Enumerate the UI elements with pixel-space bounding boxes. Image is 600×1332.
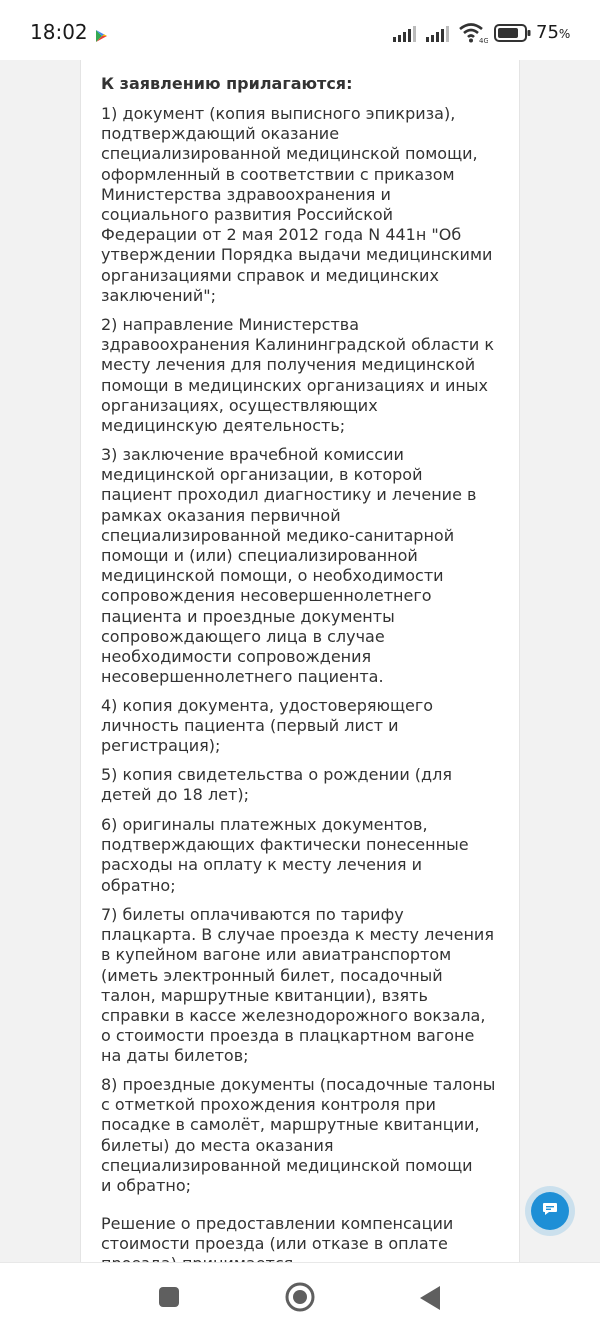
status-bar [0,0,600,66]
attachment-item-4: 4) копия документа, удостоверяющего личность пациента (первый лист и регистрация); [101,696,434,756]
status-time: 18:02 [30,20,88,44]
navigation-bar [0,1262,600,1332]
attachment-item-1: 1) документ (копия выписного эпикриза), подтверждающий оказание специализированной медицинской помощи, оформленный в соответствии с приказом Министерства здравоохранения и социального развития Российской Федерации от 2 мая 2012 года N 441н "Об утверждении Порядка выдачи медицинскими организациями справок и медицинских заключений"; [101,104,493,305]
attachment-item-7: 7) билеты оплачиваются по тарифу плацкарта. В случае проезда к месту лечения в купейном вагоне или авиатранспортом (иметь электронный билет, посадочный талон, маршрутные квитанции), взять справки в кассе железнодорожного вокзала, о стоимости проезда в плацкартном вагоне на даты билетов; [101,905,494,1066]
attachment-item-5: 5) копия свидетельства о рождении (для детей до 18 лет); [101,765,452,805]
battery-percentage: 75% [536,22,571,43]
back-icon[interactable] [418,1285,442,1311]
closing-paragraph: Решение о предоставлении компенсации стоимости проезда (или отказе в оплате [101,1214,454,1254]
play-store-icon [96,27,107,46]
signal-icon [426,24,454,46]
document-heading: К заявлению прилагаются: [101,74,353,93]
battery-icon [494,24,532,46]
attachment-item-8: 8) проездные документы (посадочные талоны с отметкой прохождения контроля при посадке в самолёт, маршрутные квитанции, билеты) до места оказания специализированной медицинской помощи и обратно; [101,1075,496,1196]
chat-button[interactable] [531,1192,569,1230]
wifi-icon [458,22,488,48]
signal-icon [393,24,421,46]
attachment-item-2: 2) направление Министерства здравоохранения Калининградской области к месту лечения для получения медицинской помощи в медицинских организациях и иных организациях, осуществляющих медицинскую деятельность; [101,315,495,436]
recents-icon[interactable] [159,1287,179,1307]
attachment-item-6: 6) оригиналы платежных документов, подтверждающих фактически понесенные расходы на оплату к месту лечения и обратно; [101,815,469,895]
attachment-item-3: 3) заключение врачебной комиссии медицинской организации, в которой пациент проходил диагностику и лечение в рамках оказания первичной специализированной медико-санитарной помощи и (или) специализированной медицинской помощи, о необходимости сопровождения несовершеннолетнего пациента и проездные документы сопровождающего лица в случае необходимости сопровождения несовершеннолетнего пациента. [101,445,477,687]
chat-icon [541,1200,559,1222]
network-type-label: 4G [479,37,488,44]
home-icon[interactable] [284,1281,316,1313]
